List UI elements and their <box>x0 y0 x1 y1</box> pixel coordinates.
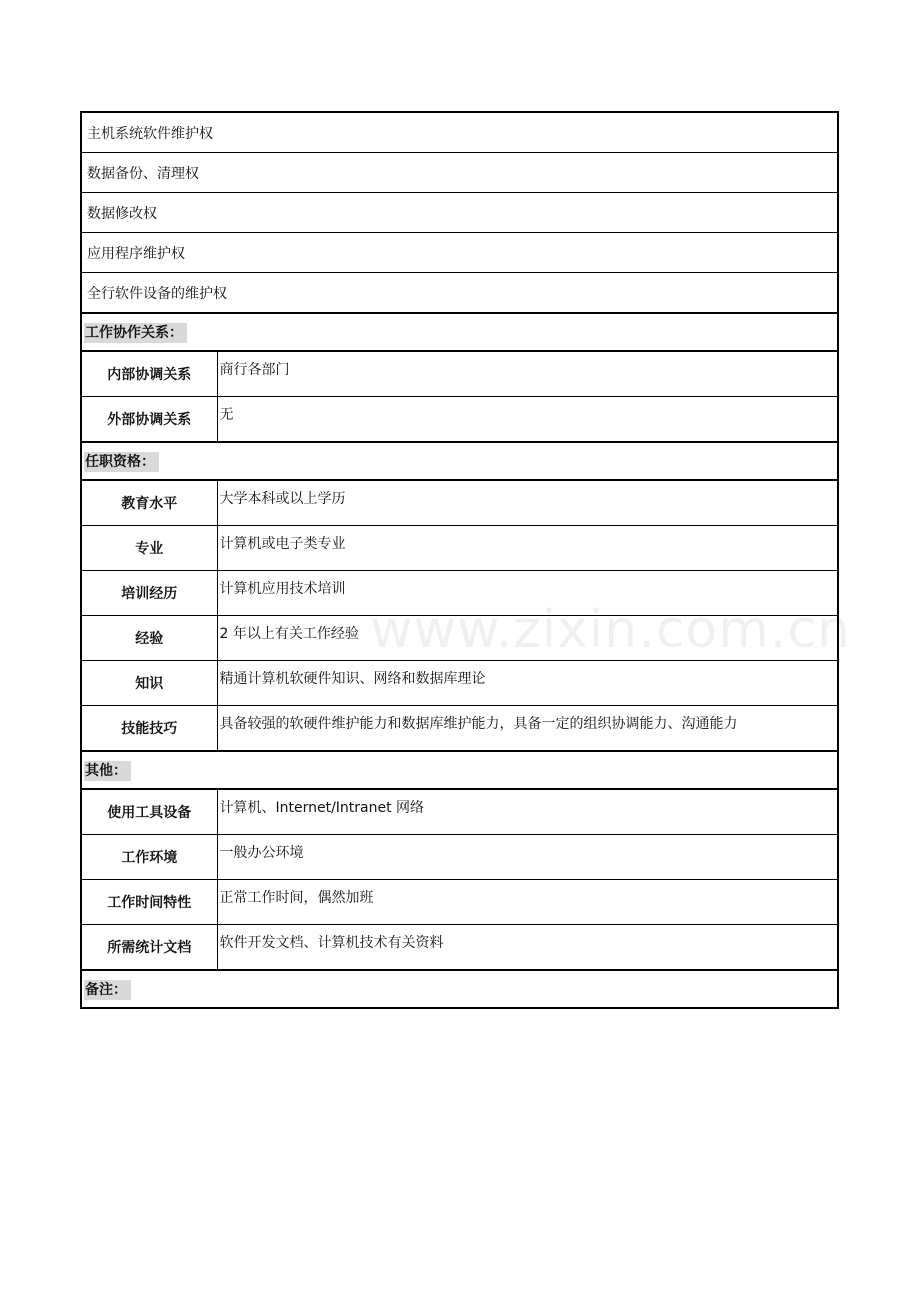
row-value: 具备较强的软硬件维护能力和数据库维护能力，具备一定的组织协调能力、沟通能力 <box>217 706 838 752</box>
section-header-qualifications <box>81 442 838 480</box>
permission-row <box>81 233 838 273</box>
table-row <box>81 661 838 706</box>
watermark-text: www.zixin.com.cn <box>370 600 851 660</box>
row-label: 经验 <box>81 616 217 661</box>
permission-row <box>81 112 838 153</box>
table-row <box>81 526 838 571</box>
row-value: 精通计算机软硬件知识、网络和数据库理论 <box>217 661 838 706</box>
job-description-table <box>80 111 839 1009</box>
permission-cell: 数据备份、清理权 <box>81 153 838 193</box>
section-title: 任职资格： <box>84 452 159 472</box>
row-label: 技能技巧 <box>81 706 217 752</box>
row-value: 计算机、Internet/Intranet 网络 <box>217 789 838 835</box>
table-row <box>81 835 838 880</box>
table-row <box>81 706 838 752</box>
row-value: 无 <box>217 397 838 443</box>
table-row <box>81 616 838 661</box>
row-value: 一般办公环境 <box>217 835 838 880</box>
section-header-relations <box>81 313 838 351</box>
table-row <box>81 925 838 971</box>
permission-row <box>81 273 838 314</box>
row-label: 内部协调关系 <box>81 351 217 397</box>
row-value: 大学本科或以上学历 <box>217 480 838 526</box>
table-row <box>81 571 838 616</box>
row-label: 工作时间特性 <box>81 880 217 925</box>
row-value: 商行各部门 <box>217 351 838 397</box>
permission-cell: 主机系统软件维护权 <box>81 112 838 153</box>
row-value: 软件开发文档、计算机技术有关资料 <box>217 925 838 971</box>
row-label: 使用工具设备 <box>81 789 217 835</box>
permission-cell: 全行软件设备的维护权 <box>81 273 838 314</box>
row-label: 所需统计文档 <box>81 925 217 971</box>
section-header-notes <box>81 970 838 1008</box>
permission-row <box>81 153 838 193</box>
row-value: 正常工作时间，偶然加班 <box>217 880 838 925</box>
section-title: 备注： <box>84 980 131 1000</box>
section-title: 其他： <box>84 761 131 781</box>
row-value: 计算机应用技术培训 <box>217 571 838 616</box>
row-label: 知识 <box>81 661 217 706</box>
table-row <box>81 789 838 835</box>
row-label: 工作环境 <box>81 835 217 880</box>
section-header-other <box>81 751 838 789</box>
table-row <box>81 480 838 526</box>
permission-row <box>81 193 838 233</box>
table-row <box>81 880 838 925</box>
job-description-table-container <box>80 111 839 1009</box>
row-label: 教育水平 <box>81 480 217 526</box>
table-row <box>81 397 838 443</box>
row-label: 外部协调关系 <box>81 397 217 443</box>
row-value: 2 年以上有关工作经验 <box>217 616 838 661</box>
row-label: 专业 <box>81 526 217 571</box>
row-label: 培训经历 <box>81 571 217 616</box>
row-value: 计算机或电子类专业 <box>217 526 838 571</box>
permission-cell: 数据修改权 <box>81 193 838 233</box>
permission-cell: 应用程序维护权 <box>81 233 838 273</box>
table-row <box>81 351 838 397</box>
section-title: 工作协作关系： <box>84 323 187 343</box>
